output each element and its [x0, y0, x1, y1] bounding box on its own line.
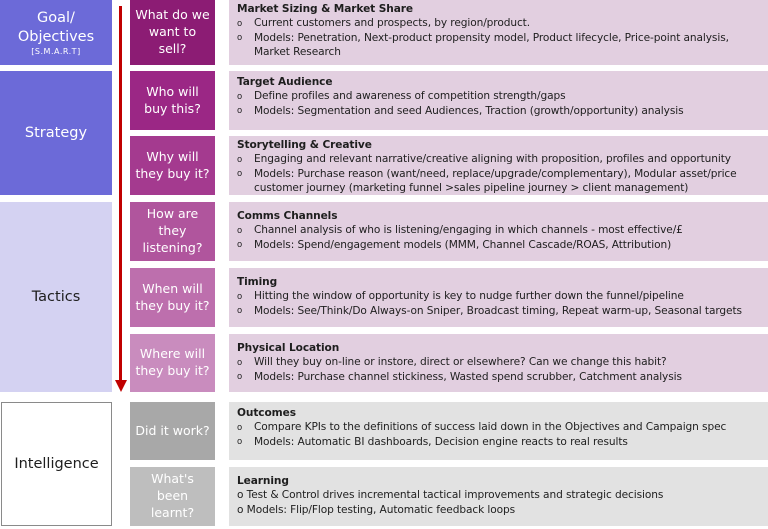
level-strategy-title: Strategy: [24, 124, 88, 141]
question-box: [130, 71, 215, 130]
detail-card: [229, 467, 768, 526]
detail-card: [229, 334, 768, 392]
card-bullet: o Models: See/Think/Do Always-on Sniper, Broadcast timing, Repeat warm-up, Seasonal targets: [237, 304, 764, 319]
question-box: [130, 467, 215, 526]
question-text: Who will buy this?: [144, 83, 201, 116]
detail-card: [229, 71, 768, 130]
card-heading: Market Sizing & Market Share: [237, 3, 413, 15]
card-heading: Timing: [237, 276, 278, 288]
card-bullet: o Will they buy on-line or instore, direct or elsewhere? Can we change this habit?: [237, 355, 764, 370]
level-tactics: [0, 202, 112, 392]
question-text: How are they listening?: [142, 206, 203, 255]
detail-card: [229, 136, 768, 195]
card-heading: Storytelling & Creative: [237, 139, 372, 151]
flow-arrow-head-icon: [115, 380, 127, 392]
card-bullet: o Define profiles and awareness of competition strength/gaps: [237, 89, 764, 104]
question-text: When will they buy it?: [135, 280, 210, 313]
card-bullet: o Hitting the window of opportunity is key to nudge further down the funnel/pipeline: [237, 289, 764, 304]
card-bullet: o Test & Control drives incremental tactical improvements and strategic decisions: [237, 489, 664, 501]
card-heading: Learning: [237, 475, 289, 487]
question-text: Why will they buy it?: [135, 148, 210, 181]
card-bullet: o Models: Purchase reason (want/need, replace/upgrade/complementary), Modular asset/price customer journey (marketing funnel >sales pipeline journey > client management): [237, 167, 764, 195]
question-box: [130, 0, 215, 65]
detail-card: [229, 268, 768, 327]
card-bullet: o Models: Automatic BI dashboards, Decision engine reacts to real results: [237, 435, 764, 450]
card-bullet: o Models: Purchase channel stickiness, Wasted spend scrubber, Catchment analysis: [237, 370, 764, 385]
card-heading: Comms Channels: [237, 210, 338, 222]
level-goal-subtitle: [S.M.A.R.T]: [31, 46, 81, 56]
level-intelligence: [1, 402, 112, 526]
question-box: [130, 136, 215, 195]
question-text: What's been learnt?: [150, 471, 195, 520]
card-bullet: o Engaging and relevant narrative/creative aligning with proposition, profiles and opportunity: [237, 152, 764, 167]
card-bullet: o Channel analysis of who is listening/engaging in which channels - most effective/£: [237, 223, 764, 238]
question-text: Did it work?: [135, 422, 210, 438]
level-goal: [0, 0, 112, 65]
question-text: Where will they buy it?: [135, 346, 210, 378]
flow-arrow-line: [119, 6, 122, 382]
card-bullet: o Current customers and prospects, by region/product.: [237, 16, 764, 31]
card-heading: Outcomes: [237, 407, 296, 419]
card-bullet: o Models: Spend/engagement models (MMM, Channel Cascade/ROAS, Attribution): [237, 238, 764, 253]
detail-card: [229, 0, 768, 65]
question-box: [130, 402, 215, 460]
question-text: What do we want to sell?: [135, 7, 210, 56]
card-heading: Physical Location: [237, 342, 340, 354]
question-box: [130, 334, 215, 392]
level-goal-title: Goal/ Objectives: [17, 10, 95, 45]
detail-card: [229, 202, 768, 261]
level-intelligence-title: Intelligence: [14, 455, 99, 472]
card-bullet: o Models: Penetration, Next-product propensity model, Product lifecycle, Price-point analysis, Market Research: [237, 31, 764, 60]
question-box: [130, 268, 215, 327]
level-tactics-title: Tactics: [31, 288, 81, 305]
card-bullet: o Models: Segmentation and seed Audiences, Traction (growth/opportunity) analysis: [237, 104, 764, 119]
question-box: [130, 202, 215, 261]
card-bullet: o Compare KPIs to the definitions of success laid down in the Objectives and Campaign spec: [237, 420, 764, 435]
detail-card: [229, 402, 768, 460]
card-heading: Target Audience: [237, 76, 333, 88]
card-bullet: o Models: Flip/Flop testing, Automatic feedback loops: [237, 503, 516, 516]
level-strategy: [0, 71, 112, 195]
